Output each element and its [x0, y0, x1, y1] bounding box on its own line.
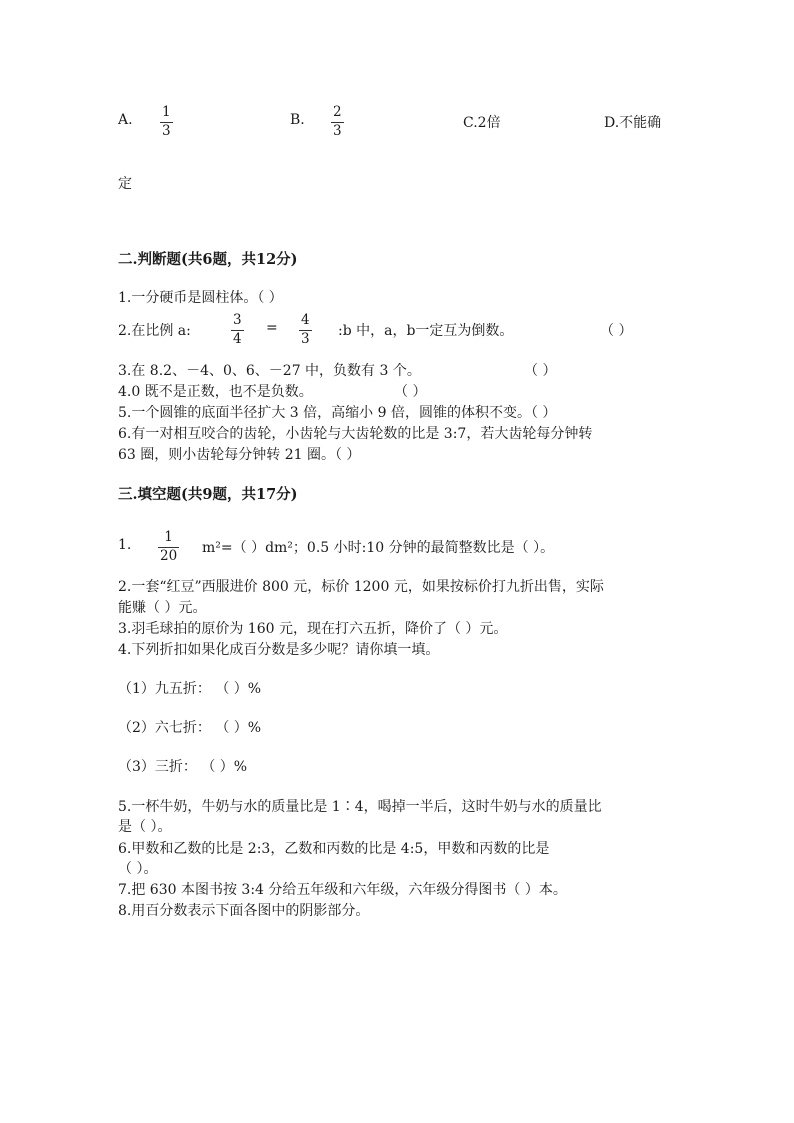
fill-question-2-line-2: 能赚（ ）元。: [118, 600, 207, 616]
option-c: C.2倍: [463, 115, 501, 131]
fill-question-4-sub-2: （2）六七折： （ ）%: [118, 720, 262, 736]
judgement-question-2-suffix: :b 中，a，b一定互为倒数。: [338, 323, 514, 339]
fill-question-6-line-1: 6.甲数和乙数的比是 2:3，乙数和丙数的比是 4:5，甲数和丙数的比是: [118, 841, 550, 857]
fraction-denominator: 4: [233, 330, 242, 347]
judgement-question-3: 3.在 8.2、－4、0、6、－27 中，负数有 3 个。: [118, 363, 421, 379]
fill-question-7: 7.把 630 本图书按 3:4 分给五年级和六年级，六年级分得图书（ ）本。: [118, 882, 567, 898]
judgement-question-2-fraction-1: [231, 314, 244, 346]
option-d: D.不能确: [604, 115, 662, 131]
fill-question-1-text: m²=（ ）dm²；0.5 小时:10 分钟的最简整数比是（ ）。: [202, 540, 555, 556]
fraction-numerator: 2: [333, 104, 342, 120]
judgement-question-2-prefix: 2.在比例 a:: [118, 323, 191, 339]
fraction-denominator: 3: [301, 330, 310, 347]
fill-question-4-sub-3: （3）三折： （ ）%: [118, 759, 248, 775]
answer-paren[interactable]: （ ）: [394, 384, 427, 400]
fill-question-4: 4.下列折扣如果化成百分数是多少呢？请你填一填。: [118, 642, 440, 658]
fill-question-5-line-1: 5.一杯牛奶，牛奶与水的质量比是 1∶4，喝掉一半后，这时牛奶与水的质量比: [118, 799, 602, 815]
fill-question-5-line-2: 是（ ）。: [118, 819, 172, 835]
fraction-numerator: 1: [162, 104, 171, 120]
judgement-question-6-line-1: 6.有一对相互咬合的齿轮，小齿轮与大齿轮数的比是 3:7，若大齿轮每分钟转: [118, 426, 593, 442]
option-a-label: A.: [118, 112, 133, 128]
option-b-label: B.: [290, 112, 305, 128]
fraction-denominator: 20: [160, 547, 178, 564]
judgement-question-6-line-2: 63 圈，则小齿轮每分钟转 21 圈。（ ）: [118, 447, 361, 463]
fill-question-1-fraction: [158, 531, 179, 563]
option-d-continued: 定: [118, 176, 132, 192]
fraction-numerator: 1: [164, 529, 173, 545]
judgement-question-5: 5.一个圆锥的底面半径扩大 3 倍，高缩小 9 倍，圆锥的体积不变。（ ）: [118, 405, 557, 421]
fraction-denominator: 3: [333, 122, 342, 139]
option-b-fraction: [331, 106, 344, 138]
section-title-judgement: 二.判断题(共6题，共12分): [118, 251, 298, 268]
fill-question-6-line-2: （ ）。: [118, 861, 158, 877]
judgement-question-1: 1.一分硬币是圆柱体。（ ）: [118, 290, 283, 306]
equals-sign: =: [266, 320, 278, 336]
option-a-fraction: [160, 106, 173, 138]
answer-paren[interactable]: （ ）: [600, 323, 633, 339]
answer-paren[interactable]: （ ）: [524, 363, 557, 379]
fraction-denominator: 3: [162, 122, 171, 139]
section-title-fill-blank: 三.填空题(共9题，共17分): [118, 486, 298, 503]
fraction-numerator: 3: [233, 312, 242, 328]
fraction-numerator: 4: [301, 312, 310, 328]
judgement-question-2-fraction-2: [299, 314, 312, 346]
fill-question-3: 3.羽毛球拍的原价为 160 元，现在打六五折，降价了（ ）元。: [118, 621, 508, 637]
fill-question-2-line-1: 2.一套“红豆”西服进价 800 元，标价 1200 元，如果按标价打九折出售，实际: [118, 579, 604, 595]
fill-question-4-sub-1: （1）九五折： （ ）%: [118, 681, 262, 697]
fill-question-1-label: 1.: [118, 537, 132, 553]
judgement-question-4: 4.0 既不是正数，也不是负数。: [118, 384, 313, 400]
fill-question-8: 8.用百分数表示下面各图中的阴影部分。: [118, 903, 370, 919]
